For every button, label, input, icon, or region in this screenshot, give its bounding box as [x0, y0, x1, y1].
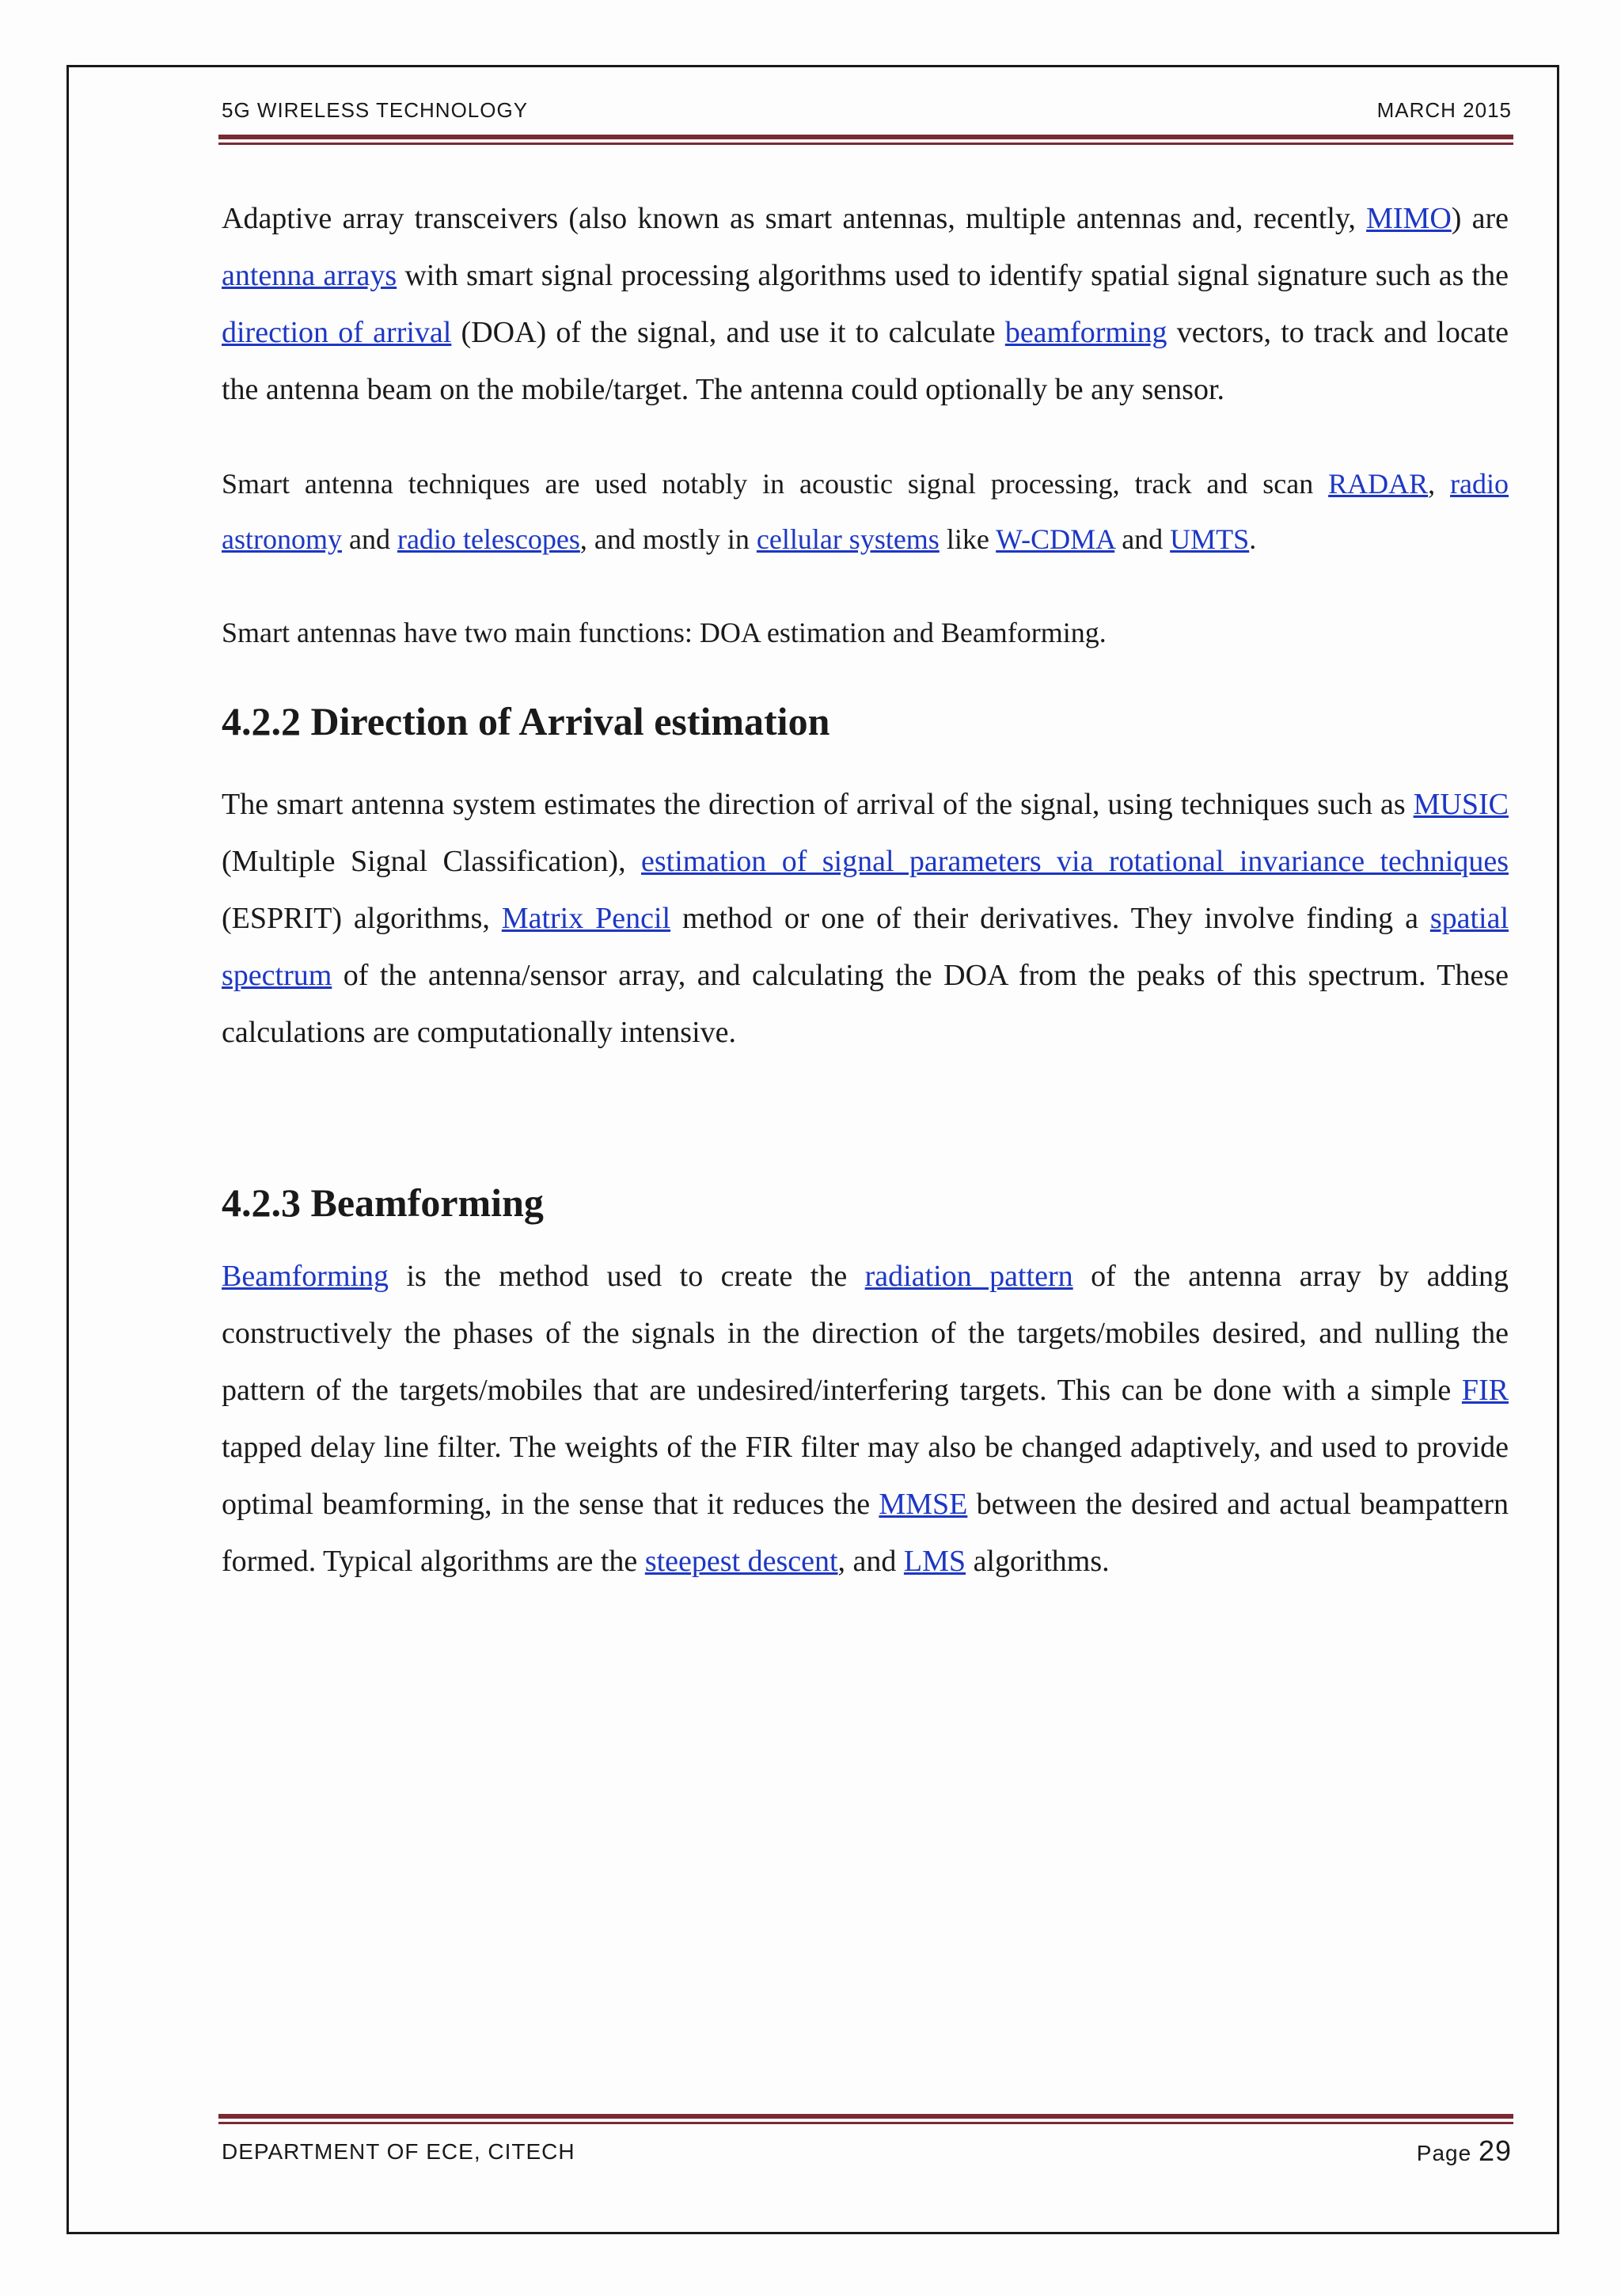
- link-matrix-pencil[interactable]: Matrix Pencil: [501, 902, 671, 935]
- link-w-cdma[interactable]: W-CDMA: [996, 523, 1115, 555]
- link-esprit[interactable]: estimation of signal parameters via rotational invariance techniques: [640, 845, 1509, 878]
- page-footer: [222, 2134, 1512, 2172]
- paragraph-main-functions: Smart antennas have two main functions: DOA estimation and Beamforming.: [222, 617, 1107, 648]
- link-music[interactable]: MUSIC: [1413, 788, 1509, 821]
- paragraph-doa: The smart antenna system estimates the direction of arrival of the signal, using techniques such as MUSIC (Multiple Signal Classification), estimation of signal parameters via rotational invariance techniques (ESPRIT) algorithms, Matrix Pencil method or one of their derivatives. They involve finding a spatial spectrum of the antenna/sensor array, and calculating the DOA from the peaks of this spectrum. These calculations are computationally intensive.: [222, 788, 1509, 1049]
- footer-rule: [218, 2114, 1513, 2124]
- page-content: [222, 190, 1509, 1590]
- heading-doa-estimation: 4.2.2 Direction of Arrival estimation: [222, 699, 830, 743]
- link-spatial-spectrum[interactable]: spatial spectrum: [222, 902, 1509, 992]
- link-beamforming-2[interactable]: Beamforming: [222, 1260, 389, 1293]
- link-mimo[interactable]: MIMO: [1366, 202, 1452, 235]
- header-rule: [218, 135, 1513, 145]
- link-cellular-systems[interactable]: cellular systems: [756, 523, 940, 555]
- page-header: [222, 98, 1512, 130]
- link-beamforming[interactable]: beamforming: [1004, 316, 1167, 349]
- link-umts[interactable]: UMTS: [1170, 523, 1250, 555]
- link-radio-telescopes[interactable]: radio telescopes: [397, 523, 580, 555]
- link-radiation-pattern[interactable]: radiation pattern: [864, 1260, 1073, 1293]
- paragraph-smart-antenna-uses: Smart antenna techniques are used notably in acoustic signal processing, track and scan RADAR, radio astronomy and radio telescopes, and mostly in cellular systems like W-CDMA and UMTS.: [222, 468, 1509, 555]
- link-direction-of-arrival[interactable]: direction of arrival: [222, 316, 452, 349]
- header-title: 5G WIRELESS TECHNOLOGY: [222, 98, 529, 122]
- page-number: 29: [1478, 2134, 1512, 2167]
- link-radio-astronomy[interactable]: radio astronomy: [222, 468, 1509, 555]
- link-mmse[interactable]: MMSE: [879, 1488, 968, 1521]
- paragraph-beamforming: Beamforming is the method used to create the radiation pattern of the antenna array by adding constructively the phases of the signals in the direction of the targets/mobiles desired, and nulling the pattern of the targets/mobiles that are undesired/interfering targets. This can be done with a simple FIR tapped delay line filter. The weights of the FIR filter may also be changed adaptively, and used to provide optimal beamforming, in the sense that it reduces the MMSE between the desired and actual beampattern formed. Typical algorithms are the steepest descent, and LMS algorithms.: [222, 1260, 1509, 1578]
- link-lms[interactable]: LMS: [903, 1545, 966, 1578]
- paragraph-adaptive-arrays: Adaptive array transceivers (also known as smart antennas, multiple antennas and, recently, MIMO) are antenna arrays with smart signal processing algorithms used to identify spatial signal signature such as the direction of arrival (DOA) of the signal, and use it to calculate beamforming vectors, to track and locate the antenna beam on the mobile/target. The antenna could optionally be any sensor.: [222, 202, 1509, 406]
- link-steepest-descent[interactable]: steepest descent: [644, 1545, 838, 1578]
- link-radar[interactable]: RADAR: [1328, 468, 1429, 500]
- heading-beamforming: 4.2.3 Beamforming: [222, 1180, 544, 1225]
- page-number-label: [1417, 2134, 1512, 2168]
- header-date: MARCH 2015: [1376, 98, 1512, 122]
- page-label: Page: [1416, 2141, 1479, 2165]
- link-antenna-arrays[interactable]: antenna arrays: [222, 259, 397, 292]
- footer-department: DEPARTMENT OF ECE, CITECH: [222, 2139, 575, 2164]
- link-fir[interactable]: FIR: [1461, 1374, 1509, 1407]
